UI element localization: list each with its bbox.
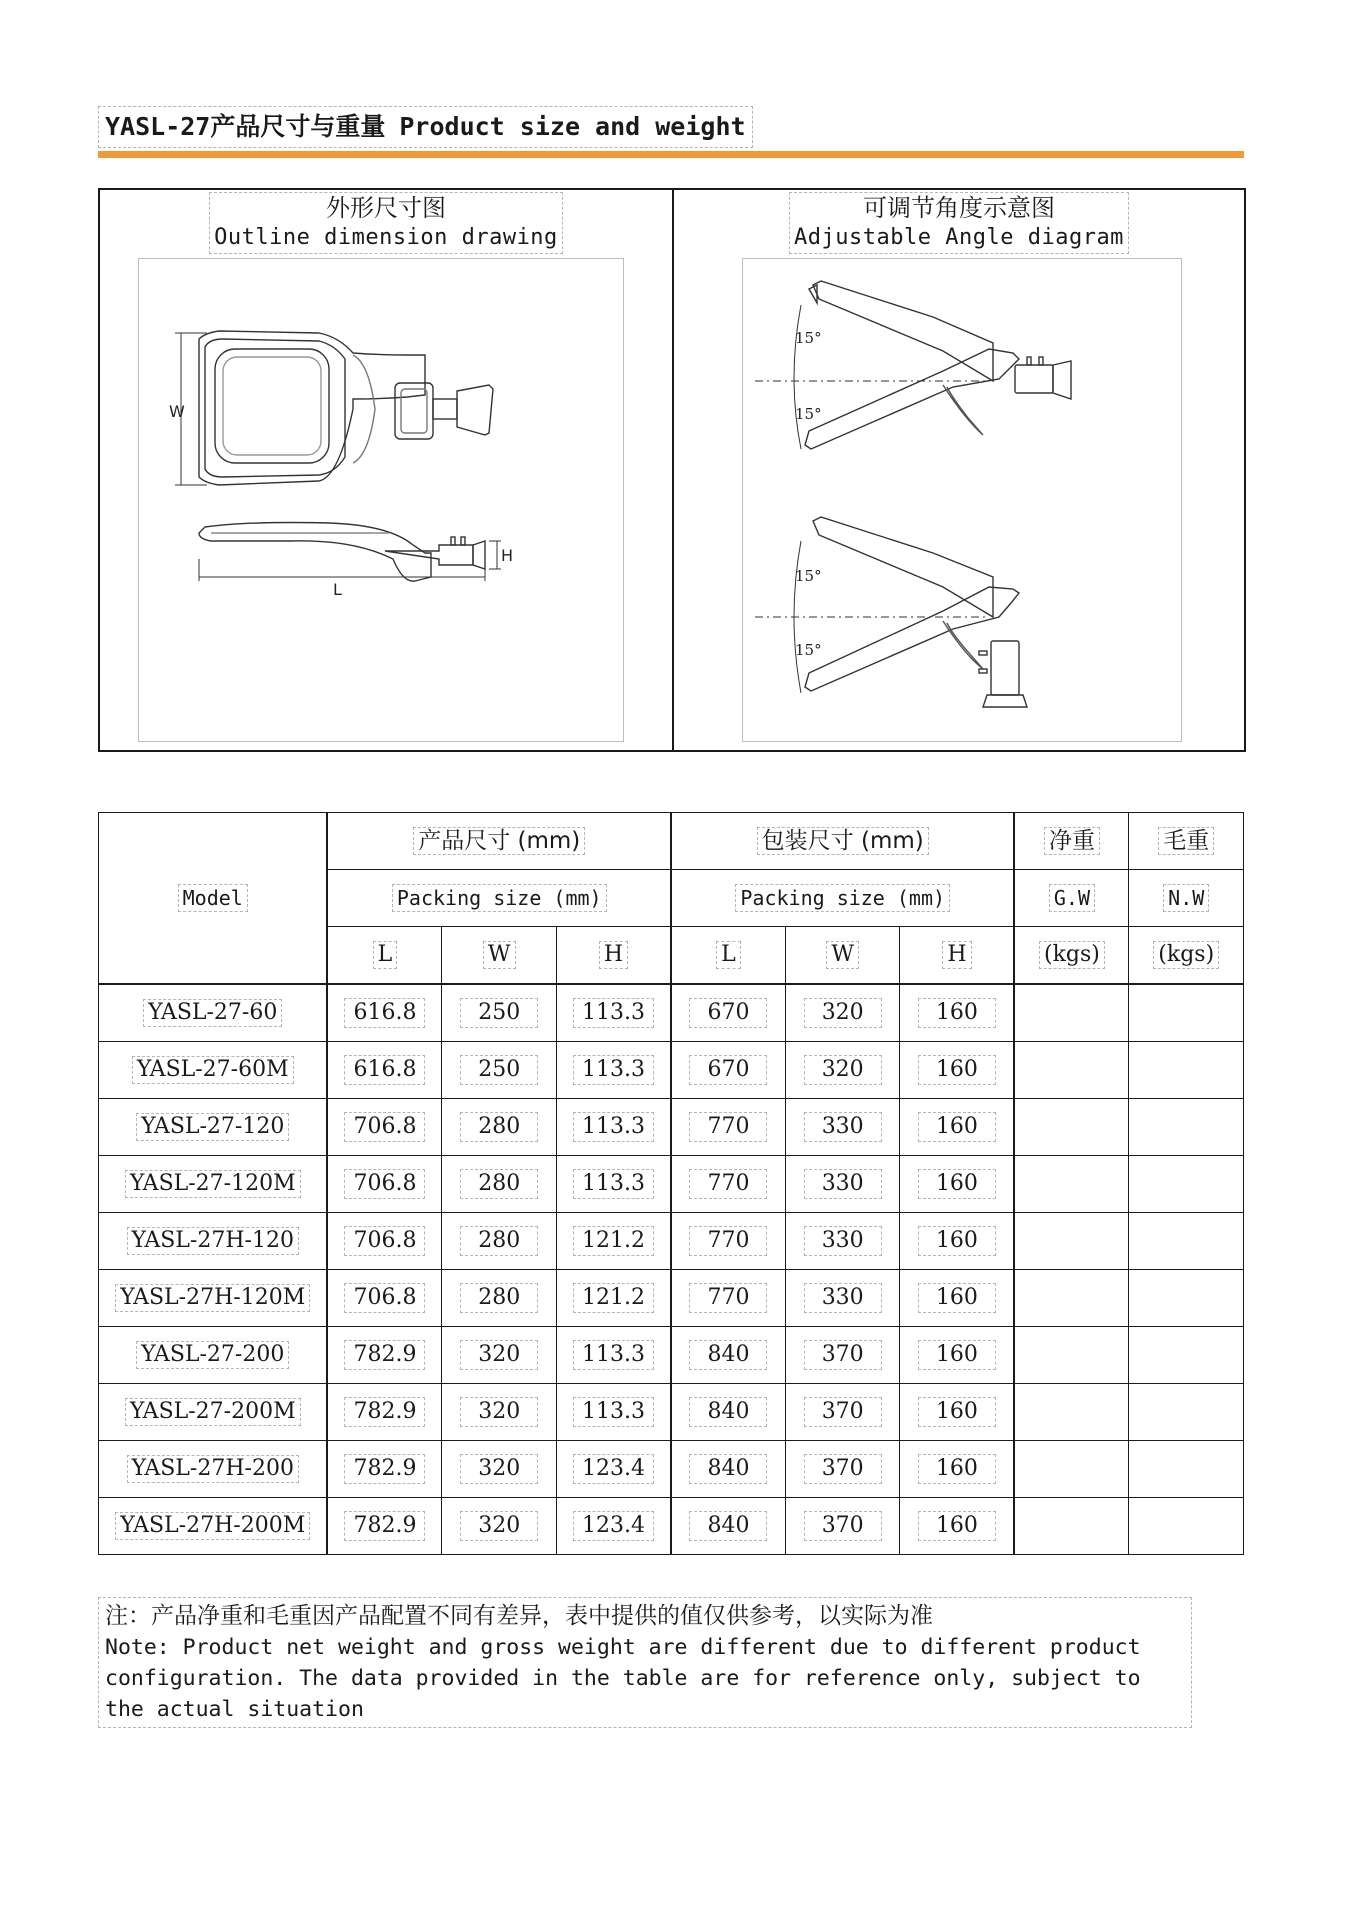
- table-row: [99, 1213, 1244, 1270]
- value-pl: 706.8: [344, 1112, 425, 1142]
- table-row: [99, 1270, 1244, 1327]
- model-header: Model: [178, 884, 248, 912]
- value-cell-nw: [1129, 1099, 1244, 1156]
- value-cell-ph: [556, 1099, 671, 1156]
- value-kw: 320: [804, 998, 882, 1028]
- value-cell-gw: [1014, 1441, 1128, 1498]
- value-kw: 370: [804, 1454, 882, 1484]
- value-cell-kw: [785, 1156, 899, 1213]
- value-cell-kh: [900, 1384, 1015, 1441]
- angle-title-en: Adjustable Angle diagram: [794, 225, 1124, 250]
- value-kl: 770: [689, 1112, 767, 1142]
- spec-table-body: [99, 984, 1244, 1555]
- value-cell-kw: [785, 1327, 899, 1384]
- value-kl: 840: [689, 1454, 767, 1484]
- value-cell-pl: [327, 1270, 441, 1327]
- model-cell: [99, 1498, 328, 1555]
- value-cell-pl: [327, 984, 441, 1042]
- model-cell: [99, 984, 328, 1042]
- value-pw: 280: [460, 1283, 538, 1313]
- outline-caption: [100, 192, 672, 254]
- model-name: YASL-27-200M: [125, 1398, 301, 1426]
- value-kl: 670: [689, 998, 767, 1028]
- value-cell-kh: [900, 1042, 1015, 1099]
- value-kh: 160: [918, 1454, 996, 1484]
- value-pw: 280: [460, 1226, 538, 1256]
- model-name: YASL-27-200: [136, 1341, 289, 1369]
- model-name: YASL-27-60: [143, 999, 282, 1027]
- package-l-cell: [671, 927, 785, 985]
- model-name: YASL-27H-120M: [115, 1284, 310, 1312]
- value-cell-ph: [556, 1270, 671, 1327]
- outline-title-box: [209, 192, 563, 254]
- value-cell-kw: [785, 1441, 899, 1498]
- package-l-label: L: [716, 941, 741, 969]
- value-cell-kw: [785, 1270, 899, 1327]
- model-cell: [99, 1441, 328, 1498]
- angle-down-label-1: 15°: [795, 405, 822, 423]
- adjustable-angle-panel: [674, 190, 1244, 750]
- value-kh: 160: [918, 1112, 996, 1142]
- footnote-cn: 注：产品净重和毛重因产品配置不同有差异，表中提供的值仅供参考，以实际为准: [105, 1603, 933, 1629]
- value-cell-kl: [671, 984, 785, 1042]
- value-cell-ph: [556, 1327, 671, 1384]
- product-w-label: W: [483, 941, 516, 969]
- value-pw: 280: [460, 1112, 538, 1142]
- model-name: YASL-27-60M: [132, 1056, 294, 1084]
- value-kw: 320: [804, 1055, 882, 1085]
- value-cell-kh: [900, 1270, 1015, 1327]
- value-ph: 123.4: [573, 1511, 654, 1541]
- table-row: [99, 984, 1244, 1042]
- value-cell-kh: [900, 984, 1015, 1042]
- gw-unit: (kgs): [1039, 941, 1105, 969]
- value-cell-nw: [1129, 1156, 1244, 1213]
- table-row: [99, 1156, 1244, 1213]
- net-weight-cn-cell: [1014, 813, 1128, 870]
- value-pw: 320: [460, 1340, 538, 1370]
- value-kh: 160: [918, 1226, 996, 1256]
- package-w-cell: [785, 927, 899, 985]
- value-cell-kl: [671, 1099, 785, 1156]
- value-ph: 121.2: [573, 1226, 654, 1256]
- value-cell-kl: [671, 1327, 785, 1384]
- value-cell-gw: [1014, 984, 1128, 1042]
- value-cell-ph: [556, 1384, 671, 1441]
- value-kw: 330: [804, 1226, 882, 1256]
- value-pw: 250: [460, 998, 538, 1028]
- value-kl: 840: [689, 1397, 767, 1427]
- product-h-cell: [556, 927, 671, 985]
- value-pw: 250: [460, 1055, 538, 1085]
- value-cell-kl: [671, 1441, 785, 1498]
- outline-title-cn: 外形尺寸图: [325, 194, 446, 222]
- spec-table: [98, 812, 1244, 1555]
- value-cell-ph: [556, 984, 671, 1042]
- package-h-label: H: [942, 941, 971, 969]
- angle-caption: [674, 192, 1244, 254]
- value-kl: 670: [689, 1055, 767, 1085]
- value-cell-gw: [1014, 1384, 1128, 1441]
- value-cell-pw: [442, 1270, 556, 1327]
- value-pl: 706.8: [344, 1283, 425, 1313]
- angle-drawing-frame: [742, 258, 1182, 742]
- model-cell: [99, 1156, 328, 1213]
- gross-weight-cn: 毛重: [1158, 827, 1214, 855]
- angle-drawing: [743, 259, 1181, 741]
- value-cell-pw: [442, 1384, 556, 1441]
- value-cell-nw: [1129, 1384, 1244, 1441]
- model-name: YASL-27H-120: [127, 1227, 299, 1255]
- model-cell: [99, 1099, 328, 1156]
- dim-l-label: L: [333, 580, 342, 599]
- product-w-cell: [442, 927, 556, 985]
- value-cell-kh: [900, 1099, 1015, 1156]
- value-ph: 113.3: [573, 1169, 654, 1199]
- page-heading: [98, 106, 753, 148]
- value-pl: 706.8: [344, 1169, 425, 1199]
- angle-down-label-2: 15°: [795, 641, 822, 659]
- value-pl: 706.8: [344, 1226, 425, 1256]
- value-ph: 113.3: [573, 1340, 654, 1370]
- value-kw: 370: [804, 1397, 882, 1427]
- table-row: [99, 1327, 1244, 1384]
- value-ph: 113.3: [573, 1397, 654, 1427]
- value-cell-pl: [327, 1213, 441, 1270]
- gross-weight-cn-cell: [1129, 813, 1244, 870]
- value-cell-kh: [900, 1327, 1015, 1384]
- value-cell-pl: [327, 1327, 441, 1384]
- value-kl: 840: [689, 1340, 767, 1370]
- value-cell-gw: [1014, 1042, 1128, 1099]
- value-kw: 370: [804, 1340, 882, 1370]
- value-cell-nw: [1129, 1270, 1244, 1327]
- model-cell: [99, 1327, 328, 1384]
- value-cell-pw: [442, 984, 556, 1042]
- product-size-en-cell: [327, 870, 670, 927]
- nw-label: N.W: [1163, 884, 1209, 912]
- value-cell-ph: [556, 1441, 671, 1498]
- value-cell-nw: [1129, 1498, 1244, 1555]
- value-kw: 330: [804, 1112, 882, 1142]
- product-l-label: L: [373, 941, 398, 969]
- angle-up-label-1: 15°: [795, 329, 822, 347]
- value-kh: 160: [918, 1169, 996, 1199]
- value-ph: 123.4: [573, 1454, 654, 1484]
- model-name: YASL-27H-200: [127, 1455, 299, 1483]
- product-size-cn-cell: [327, 813, 670, 870]
- footnote-en: Note: Product net weight and gross weight are different due to different product configuration. The data provided in the table are for reference only, subject to the actual situation: [105, 1635, 1141, 1722]
- table-row: [99, 1441, 1244, 1498]
- value-kw: 370: [804, 1511, 882, 1541]
- value-cell-pw: [442, 1156, 556, 1213]
- value-kh: 160: [918, 1511, 996, 1541]
- value-kl: 770: [689, 1283, 767, 1313]
- value-cell-gw: [1014, 1327, 1128, 1384]
- outline-dimension-panel: [100, 190, 674, 750]
- table-row: [99, 1384, 1244, 1441]
- value-cell-kw: [785, 1384, 899, 1441]
- value-ph: 121.2: [573, 1283, 654, 1313]
- value-cell-kh: [900, 1156, 1015, 1213]
- value-ph: 113.3: [573, 1112, 654, 1142]
- value-cell-kw: [785, 1498, 899, 1555]
- table-row: [99, 1498, 1244, 1555]
- value-cell-kh: [900, 1441, 1015, 1498]
- value-cell-pl: [327, 1042, 441, 1099]
- model-cell: [99, 1384, 328, 1441]
- value-cell-pw: [442, 1327, 556, 1384]
- value-cell-kh: [900, 1213, 1015, 1270]
- product-size-cn: 产品尺寸 (mm): [413, 827, 585, 855]
- value-pl: 616.8: [344, 998, 425, 1028]
- value-cell-kl: [671, 1213, 785, 1270]
- accent-rule: [98, 151, 1244, 158]
- package-h-cell: [900, 927, 1015, 985]
- value-cell-kl: [671, 1498, 785, 1555]
- angle-up-label-2: 15°: [795, 567, 822, 585]
- nw-cell: [1129, 870, 1244, 927]
- value-kw: 330: [804, 1169, 882, 1199]
- value-cell-pw: [442, 1099, 556, 1156]
- value-cell-pl: [327, 1498, 441, 1555]
- package-size-en-cell: [671, 870, 1014, 927]
- value-cell-kw: [785, 1099, 899, 1156]
- product-h-label: H: [599, 941, 628, 969]
- heading-cn: YASL-27产品尺寸与重量: [105, 112, 386, 141]
- value-kh: 160: [918, 1283, 996, 1313]
- value-kl: 770: [689, 1169, 767, 1199]
- value-kh: 160: [918, 1397, 996, 1427]
- header-row-cn: [99, 813, 1244, 870]
- gw-cell: [1014, 870, 1128, 927]
- value-cell-pw: [442, 1441, 556, 1498]
- value-cell-nw: [1129, 1327, 1244, 1384]
- product-size-en: Packing size (mm): [392, 884, 607, 912]
- heading-en: Product size and weight: [399, 112, 746, 141]
- value-kh: 160: [918, 1055, 996, 1085]
- model-cell: [99, 1270, 328, 1327]
- model-cell: [99, 1213, 328, 1270]
- value-cell-pw: [442, 1213, 556, 1270]
- package-size-cn: 包装尺寸 (mm): [757, 827, 929, 855]
- product-l-cell: [327, 927, 441, 985]
- model-name: YASL-27-120: [136, 1113, 289, 1141]
- value-cell-pw: [442, 1042, 556, 1099]
- gw-unit-cell: [1014, 927, 1128, 985]
- model-cell: [99, 1042, 328, 1099]
- net-weight-cn: 净重: [1044, 827, 1100, 855]
- value-pl: 616.8: [344, 1055, 425, 1085]
- outline-title-en: Outline dimension drawing: [214, 225, 558, 250]
- value-cell-nw: [1129, 1441, 1244, 1498]
- value-ph: 113.3: [573, 998, 654, 1028]
- value-pl: 782.9: [344, 1397, 425, 1427]
- model-header-cell: [99, 813, 328, 985]
- outline-drawing: [139, 259, 623, 741]
- footnote: [98, 1597, 1192, 1728]
- value-cell-pl: [327, 1099, 441, 1156]
- package-size-cn-cell: [671, 813, 1014, 870]
- value-cell-kl: [671, 1156, 785, 1213]
- value-kh: 160: [918, 1340, 996, 1370]
- value-pl: 782.9: [344, 1340, 425, 1370]
- outline-drawing-frame: [138, 258, 624, 742]
- package-w-label: W: [826, 941, 859, 969]
- value-pw: 320: [460, 1511, 538, 1541]
- value-cell-kl: [671, 1042, 785, 1099]
- angle-title-box: [789, 192, 1129, 254]
- package-size-en: Packing size (mm): [735, 884, 950, 912]
- value-cell-ph: [556, 1498, 671, 1555]
- drawing-panels: [98, 188, 1246, 752]
- nw-unit: (kgs): [1153, 941, 1219, 969]
- gw-label: G.W: [1049, 884, 1095, 912]
- table-row: [99, 1099, 1244, 1156]
- value-kh: 160: [918, 998, 996, 1028]
- value-pl: 782.9: [344, 1511, 425, 1541]
- model-name: YASL-27-120M: [125, 1170, 301, 1198]
- value-cell-ph: [556, 1156, 671, 1213]
- value-cell-kw: [785, 1213, 899, 1270]
- value-cell-kh: [900, 1498, 1015, 1555]
- value-cell-nw: [1129, 984, 1244, 1042]
- value-kw: 330: [804, 1283, 882, 1313]
- table-row: [99, 1042, 1244, 1099]
- value-pw: 280: [460, 1169, 538, 1199]
- value-cell-ph: [556, 1213, 671, 1270]
- value-cell-pl: [327, 1441, 441, 1498]
- value-pw: 320: [460, 1454, 538, 1484]
- value-cell-pl: [327, 1384, 441, 1441]
- angle-title-cn: 可调节角度示意图: [862, 194, 1055, 222]
- value-cell-gw: [1014, 1156, 1128, 1213]
- model-name: YASL-27H-200M: [115, 1512, 310, 1540]
- value-pw: 320: [460, 1397, 538, 1427]
- value-cell-pw: [442, 1498, 556, 1555]
- value-cell-gw: [1014, 1099, 1128, 1156]
- value-pl: 782.9: [344, 1454, 425, 1484]
- value-cell-kl: [671, 1270, 785, 1327]
- value-cell-gw: [1014, 1213, 1128, 1270]
- value-cell-nw: [1129, 1213, 1244, 1270]
- value-kl: 770: [689, 1226, 767, 1256]
- dim-h-label: H: [501, 546, 514, 565]
- nw-unit-cell: [1129, 927, 1244, 985]
- value-cell-kw: [785, 984, 899, 1042]
- value-cell-gw: [1014, 1270, 1128, 1327]
- value-cell-nw: [1129, 1042, 1244, 1099]
- value-cell-kl: [671, 1384, 785, 1441]
- value-ph: 113.3: [573, 1055, 654, 1085]
- value-kl: 840: [689, 1511, 767, 1541]
- value-cell-ph: [556, 1042, 671, 1099]
- value-cell-gw: [1014, 1498, 1128, 1555]
- value-cell-kw: [785, 1042, 899, 1099]
- value-cell-pl: [327, 1156, 441, 1213]
- dim-w-label: W: [169, 402, 185, 421]
